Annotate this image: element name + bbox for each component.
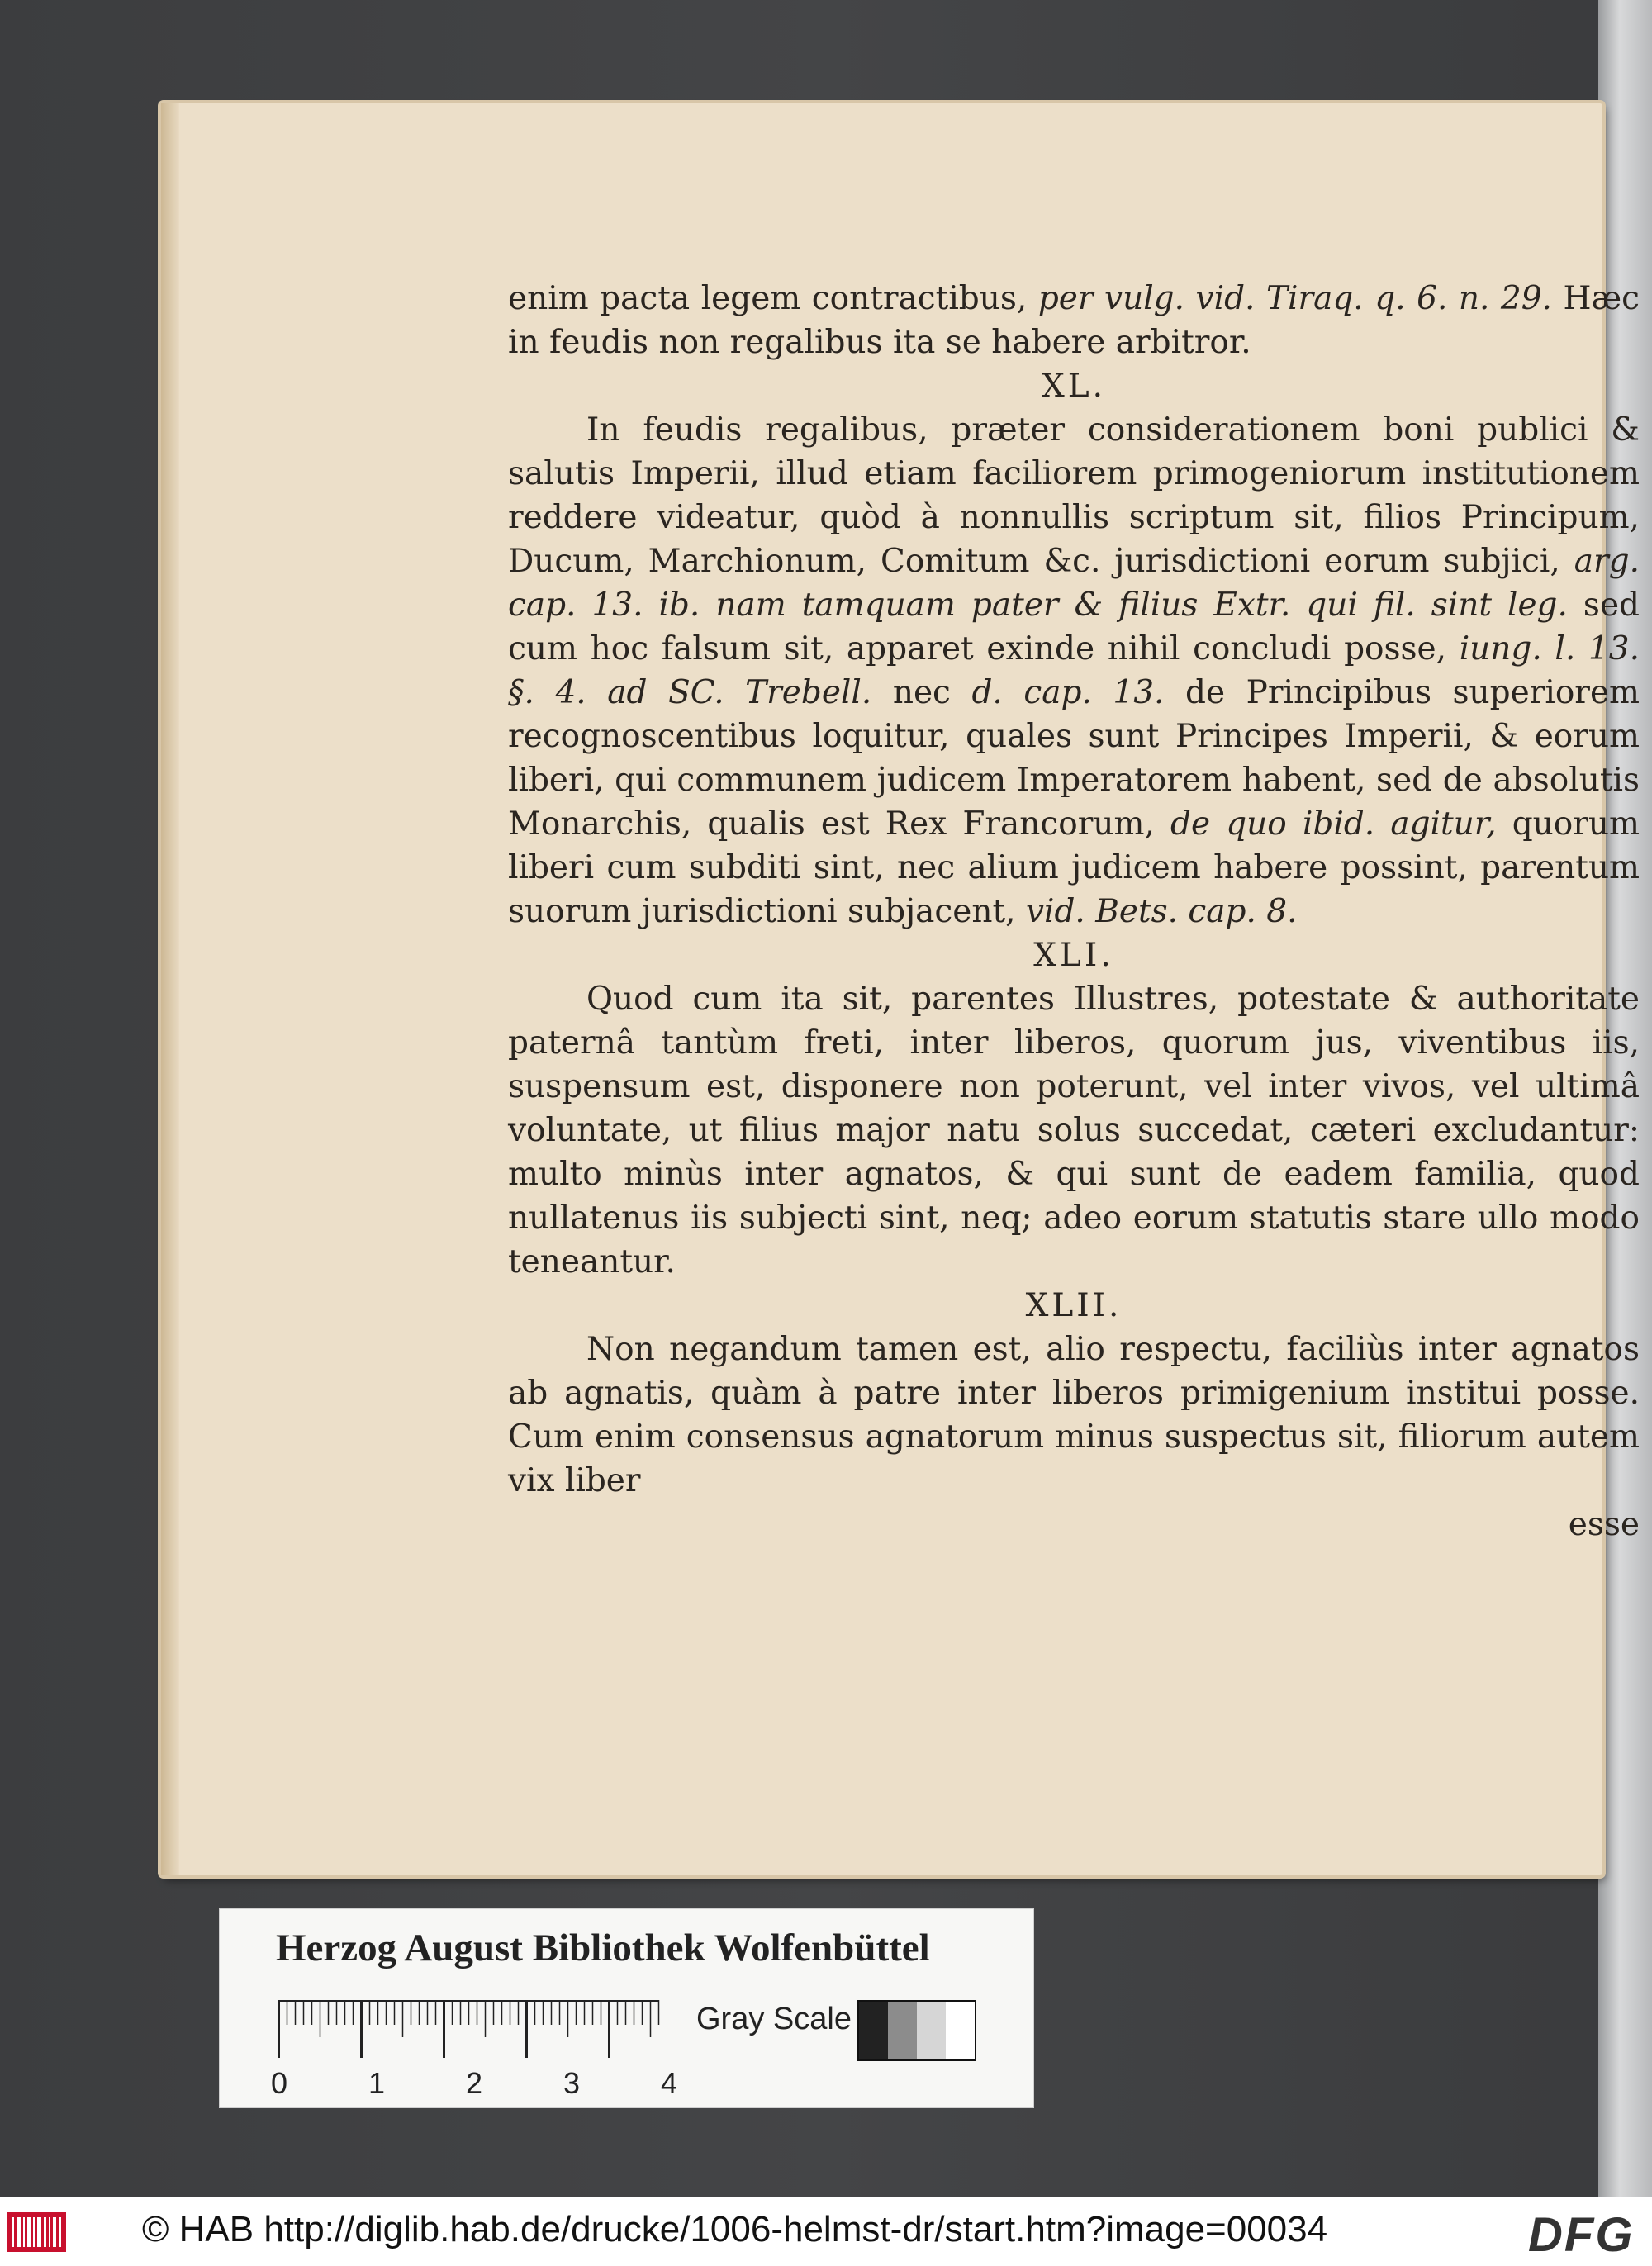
body-text: de Principibus superiorem recognoscentibus loquitur, quales sunt Principes Imperii, & eorum liberi, qui communem judicem Imperatorem habent, sed de absolutis Monarchis, qualis est Rex Francorum, bbox=[508, 674, 1640, 843]
body-text: quorum liberi cum subditi sint, nec alium judicem habere possint, parentum suorum jurisdictioni subjacent, bbox=[508, 805, 1640, 930]
page-text bbox=[508, 277, 1640, 1546]
ruler-number-1: 1 bbox=[368, 2066, 386, 2100]
footer-bar bbox=[0, 2197, 1652, 2266]
citation-text: arg. cap. 13. ib. nam tamquam pater & filius Extr. qui fil. sint leg. bbox=[508, 543, 1640, 624]
paragraph bbox=[508, 277, 1640, 364]
paragraph bbox=[508, 408, 1640, 933]
library-name: Herzog August Bibliothek Wolfenbüttel bbox=[276, 1926, 930, 1969]
paragraph bbox=[508, 1328, 1640, 1546]
ruler-scale bbox=[278, 2000, 666, 2058]
barcode-icon bbox=[7, 2212, 66, 2252]
ruler-number-2: 2 bbox=[466, 2066, 483, 2100]
gray-swatch bbox=[859, 2002, 888, 2059]
gray-scale-label: Gray Scale bbox=[696, 2002, 852, 2036]
gray-swatch bbox=[917, 2002, 946, 2059]
body-text: Hæc in feudis non regalibus ita se habere arbitror. bbox=[508, 280, 1640, 361]
ruler-number-4: 4 bbox=[661, 2066, 678, 2100]
body-text: Non negandum tamen est, alio respectu, faciliùs inter agnatos ab agnatis, quàm à patre inter liberos primigenium institui posse. Cum enim consensus agnatorum minus suspectus sit, filiorum autem vix liber bbox=[508, 1331, 1640, 1499]
citation-text: per vulg. vid. Tiraq. q. 6. n. 29. bbox=[1037, 280, 1552, 317]
gray-swatch bbox=[888, 2002, 917, 2059]
ruler-number-0: 0 bbox=[271, 2066, 288, 2100]
body-text: sed cum hoc falsum sit, apparet exinde nihil concludi posse, bbox=[508, 587, 1640, 667]
body-text: nec bbox=[871, 674, 972, 711]
body-text: Quod cum ita sit, parentes Illustres, potestate & authoritate paternâ tantùm freti, inter liberos, quorum jus, viventibus iis, suspensum est, disponere non poterunt, vel inter vivos, vel ultimâ voluntate, ut filius major natu solus succedat, cæteri excludantur: multo minùs inter agnatos, & qui sunt de eadem familia, quod nullatenus iis subjecti sint, neq; adeo eorum statutis stare ullo modo teneantur. bbox=[508, 981, 1640, 1280]
citation-text: de quo ibid. agitur, bbox=[1170, 805, 1497, 843]
copyright-link[interactable]: © HAB http://diglib.hab.de/drucke/1006-helmst-dr/start.htm?image=00034 bbox=[142, 2209, 1328, 2249]
ruler-number-3: 3 bbox=[563, 2066, 581, 2100]
citation-text: vid. Bets. cap. 8. bbox=[1025, 893, 1298, 930]
body-text: In feudis regalibus, præter considerationem boni publici & salutis Imperii, illud etiam faciliorem primogeniorum institutionem reddere videatur, quòd à nonnullis scriptum sit, filios Principum, Ducum, Marchionum, Comitum &c. jurisdictioni eorum subjici, bbox=[508, 411, 1640, 580]
book-page bbox=[161, 103, 1640, 1875]
citation-text: iung. l. 13. §. 4. ad SC. Trebell. bbox=[508, 630, 1640, 711]
paragraph bbox=[508, 977, 1640, 1284]
dfg-logo: DFG bbox=[1528, 2208, 1635, 2262]
catchword: esse bbox=[1568, 1506, 1640, 1543]
section-heading: XL. bbox=[1041, 368, 1107, 405]
citation-text: d. cap. 13. bbox=[971, 674, 1165, 711]
library-label bbox=[219, 1908, 1034, 2108]
gray-scale-chart bbox=[857, 2000, 976, 2061]
section-heading: XLI. bbox=[1033, 937, 1114, 974]
gray-swatch bbox=[946, 2002, 975, 2059]
section-heading: XLII. bbox=[1025, 1287, 1123, 1324]
body-text: enim pacta legem contractibus, bbox=[508, 280, 1038, 317]
